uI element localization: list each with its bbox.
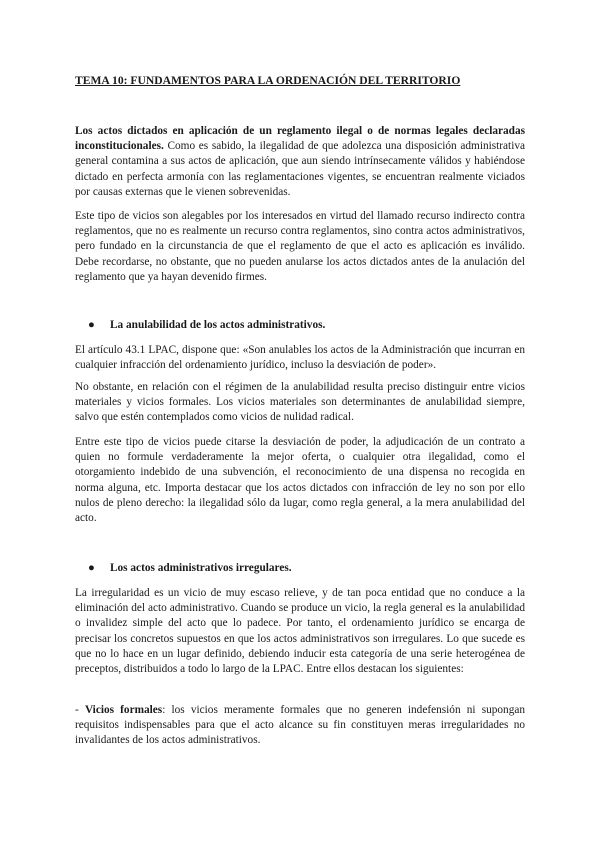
paragraph-irregularidad: La irregularidad es un vicio de muy escaso relieve, y de tan poca entidad que no conduce a la eliminación del acto administrativo. Cuando se produce un vicio, la regla general es la anulabilidad o invalidez simple del acto que lo padece. Por tanto, el ordenamiento jurídico se encarga de precisar los concretos supuestos en que los actos administrativos son irregulares. Lo que sucede es que no lo hace en un lugar definido, debiendo inducir esta categoría de una serie heterogénea de preceptos, distribuidos a todo lo largo de la LPAC. Entre ellos destacan los siguientes:: [75, 587, 525, 676]
paragraph-reglamento-ilegal: [75, 124, 525, 200]
paragraph-body: Como es sabido, la ilegalidad de que adolezca una disposición administrativa general contamina a sus actos de aplicación, que aun siendo intrínsecamente válidos y habiéndose dictado en perfecta armonía con las reglamentaciones vigentes, se encuentran realmente viciados por causas externas que le vienen sobrevenidas.: [75, 140, 525, 198]
list-dash: -: [75, 704, 85, 716]
bullet-icon: ●: [88, 562, 95, 574]
paragraph-vicios-formales: [75, 703, 525, 749]
section-heading-text: Los actos administrativos irregulares.: [110, 562, 292, 574]
section-heading-irregulares: [88, 561, 292, 576]
section-heading-anulabilidad: [88, 318, 325, 333]
paragraph-lead-bold: Vicios formales: [84, 704, 163, 716]
paragraph-articulo-43: El artículo 43.1 LPAC, dispone que: «Son anulables los actos de la Administración que incurran en cualquier infracción del ordenamiento jurídico, incluso la desviación de poder».: [75, 344, 525, 372]
paragraph-recurso-indirecto: Este tipo de vicios son alegables por los interesados en virtud del llamado recurso indirecto contra reglamentos, que no es realmente un recurso contra reglamentos, sino contra actos administrativos, pero fundado en la circunstancia de que el reglamento de que el acto es aplicación es inválido. Debe recordarse, no obstante, que no pueden anularse los actos dictados antes de la anulación del reglamento que ya hayan devenido firmes.: [75, 210, 525, 283]
page-title: TEMA 10: FUNDAMENTOS PARA LA ORDENACIÓN DEL TERRITORIO: [75, 74, 461, 87]
bullet-icon: ●: [88, 319, 95, 331]
paragraph-body: : los vicios meramente formales que no generen indefensión ni supongan requisitos indispensables para que el acto alcance su fin constituyen meras irregularidades no invalidantes de los actos administrativos.: [75, 704, 526, 747]
paragraph-lead-bold: Los actos dictados en aplicación de un reglamento ilegal o de normas legales declaradas inconstitucionales.: [75, 125, 525, 153]
paragraph-vicios-materiales: No obstante, en relación con el régimen de la anulabilidad resulta preciso distinguir entre vicios materiales y vicios formales. Los vicios materiales son determinantes de anulabilidad siempre, salvo que estén contemplados como vicios de nulidad radical.: [75, 381, 525, 424]
paragraph-desviacion-poder: Entre este tipo de vicios puede citarse la desviación de poder, la adjudicación de un contrato a quien no formule verdaderamente la mejor oferta, o cualquier otra ilegalidad, como el otorgamiento indebido de una subvención, el reconocimiento de una dispensa no recogida en norma alguna, etc. Importa destacar que los actos dictados con infracción de ley no son por ello nulos de pleno derecho: la ilegalidad sólo da lugar, como regla general, a la mera anulabilidad del acto.: [75, 436, 525, 525]
section-heading-text: La anulabilidad de los actos administrativos.: [110, 319, 326, 331]
